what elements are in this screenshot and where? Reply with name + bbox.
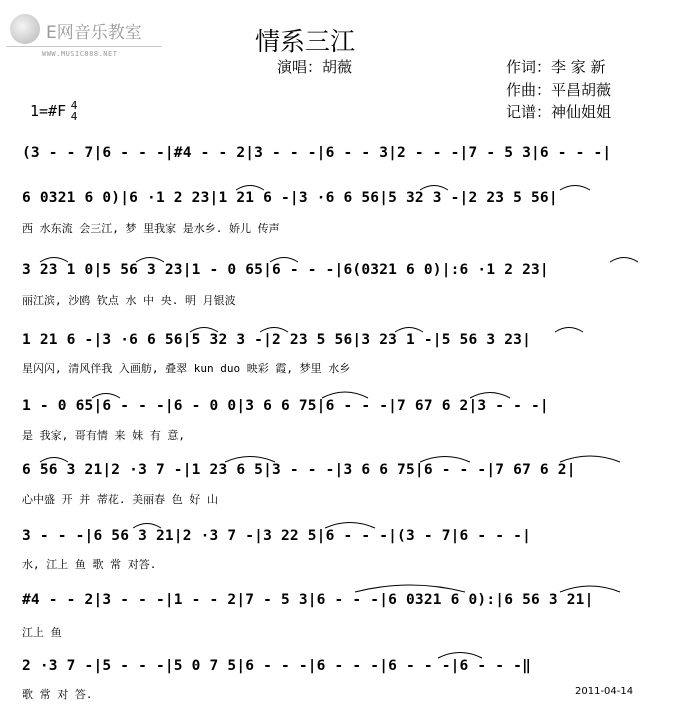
notation-row-2: 6 0321 6 0)|6 ·1 2 23|1 21 6 -|3 ·6 6 56|5 32 3 -|2 23 5 56| xyxy=(22,190,558,206)
lyrics-row-2: 西 水东流 会三江, 梦 里我家 是水乡. 娇儿 传声 xyxy=(22,222,280,235)
transcriber-credit: 记谱：神仙姐姐 xyxy=(506,103,612,121)
site-logo xyxy=(6,12,166,60)
song-title: 情系三江 xyxy=(255,27,356,56)
logo-url: WWW.MUSIC888.NET xyxy=(42,50,118,58)
logo-flower-icon xyxy=(10,14,40,44)
transcription-date: 2011-04-14 xyxy=(575,686,634,697)
lyrics-row-3: 丽江滨, 沙鸥 钦点 水 中 央. 明 月银波 xyxy=(22,294,236,307)
logo-divider xyxy=(6,46,162,47)
singer-credit: 演唱：胡薇 xyxy=(277,58,353,76)
lyrics-row-7: 水, 江上 鱼 歌 常 对答. xyxy=(22,558,157,571)
composer-credit: 作曲：平昌胡薇 xyxy=(506,81,612,99)
notation-row-4: 1 21 6 -|3 ·6 6 56|5 32 3 -|2 23 5 56|3 23 1 -|5 56 3 23| xyxy=(22,332,531,348)
notation-row-5: 1 - 0 65|6 - - -|6 - 0 0|3 6 6 75|6 - - -|7 67 6 2|3 - - -| xyxy=(22,398,549,414)
notation-row-1: (3 - - 7|6 - - -|#4 - - 2|3 - - -|6 - - 3|2 - - -|7 - 5 3|6 - - -| xyxy=(22,145,612,161)
notation-row-7: 3 - - -|6 56 3 21|2 ·3 7 -|3 22 5|6 - - -|(3 - 7|6 - - -| xyxy=(22,528,531,544)
time-signature-bottom: 4 xyxy=(70,110,78,123)
notation-row-6: 6 56 3 21|2 ·3 7 -|1 23 6 5|3 - - -|3 6 6 75|6 - - -|7 67 6 2| xyxy=(22,462,576,478)
lyricist-credit: 作词：李 家 新 xyxy=(506,58,606,76)
lyrics-row-4: 星闪闪, 清风伴我 入画舫, 叠翠 kun duo 映彩 霞, 梦里 水乡 xyxy=(22,362,351,375)
time-signature xyxy=(68,100,80,122)
time-signature-top: 4 xyxy=(70,99,78,112)
lyrics-row-8: 江上 鱼 xyxy=(22,626,62,639)
lyrics-row-5: 是 我家, 哥有情 来 妹 有 意, xyxy=(22,429,185,442)
key-signature: 1=#F xyxy=(30,102,67,120)
logo-text: E网音乐教室 xyxy=(46,23,142,43)
notation-row-9: 2 ·3 7 -|5 - - -|5 0 7 5|6 - - -|6 - - -|6 - - -|6 - - -‖ xyxy=(22,658,531,674)
lyrics-row-9: 歌 常 对 答. xyxy=(22,688,93,701)
lyrics-row-6: 心中盛 开 并 蒂花. 美丽春 色 好 山 xyxy=(22,493,218,506)
notation-row-8: #4 - - 2|3 - - -|1 - - 2|7 - 5 3|6 - - -|6 0321 6 0):|6 56 3 21| xyxy=(22,592,594,608)
notation-row-3: 3 23 1 0|5 56 3 23|1 - 0 65|6 - - -|6(0321 6 0)|:6 ·1 2 23| xyxy=(22,262,549,278)
